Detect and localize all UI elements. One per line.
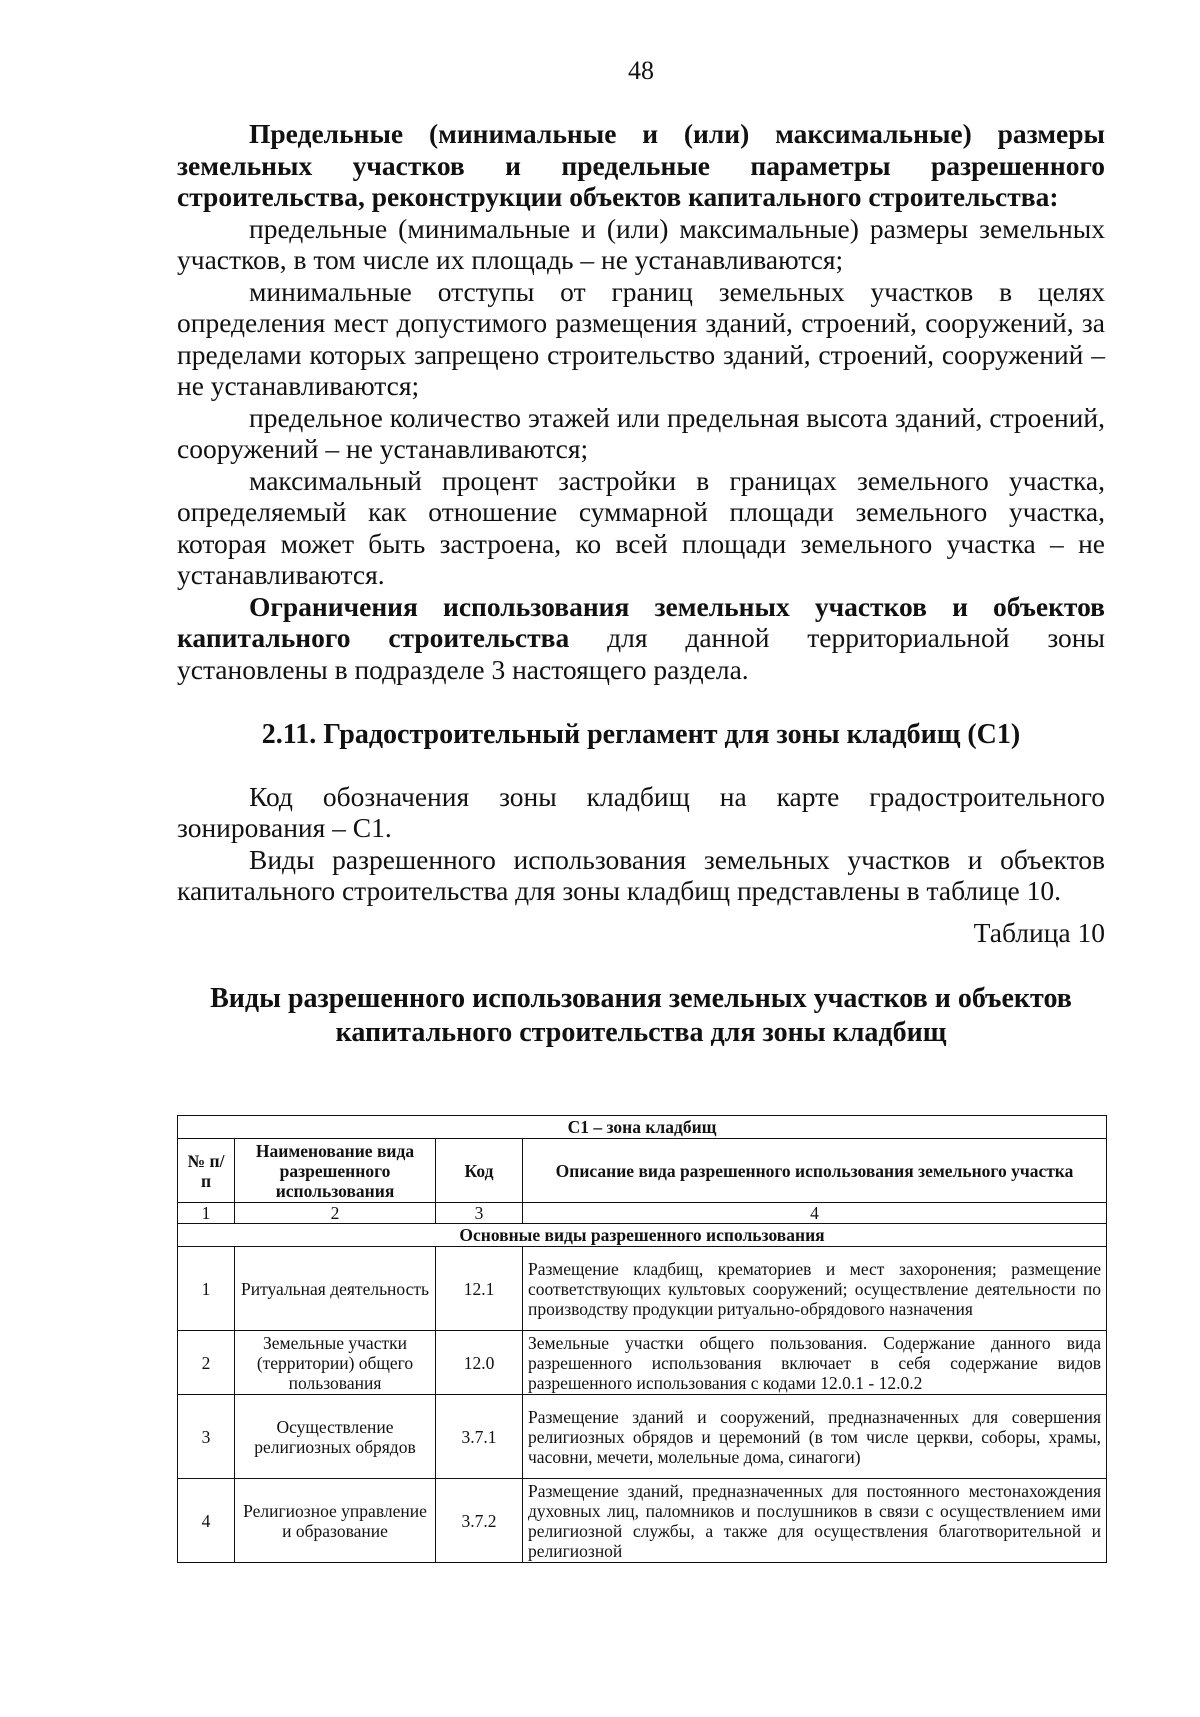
row-name: Осуществление религиозных обрядов xyxy=(235,1395,436,1479)
col-number: 2 xyxy=(235,1203,436,1224)
row-desc: Размещение зданий и сооружений, предназначенных для совершения религиозных обрядов и церемоний (в том числе церкви, соборы, храмы, часовни, мечети, молельные дома, синагоги) xyxy=(523,1395,1107,1479)
row-code: 12.0 xyxy=(436,1331,523,1395)
col-header-num: № п/п xyxy=(178,1139,235,1203)
section-main-uses: Основные виды разрешенного использования xyxy=(178,1224,1107,1247)
row-num: 2 xyxy=(178,1331,235,1395)
table-header-row xyxy=(178,1139,1107,1203)
table-zone-header-row xyxy=(178,1116,1107,1139)
table-caption: Таблица 10 xyxy=(973,916,1105,948)
col-number: 1 xyxy=(178,1203,235,1224)
table-title-line1: Виды разрешенного использования земельных участков и объектов xyxy=(210,983,1072,1014)
col-number: 3 xyxy=(436,1203,523,1224)
row-name: Земельные участки (территории) общего пользования xyxy=(235,1331,436,1395)
restrictions-bold: Ограничения использования земельных участков и объектов капитального строительства xyxy=(177,590,1105,653)
row-name: Ритуальная деятельность xyxy=(235,1247,436,1331)
row-num: 1 xyxy=(178,1247,235,1331)
row-name: Религиозное управление и образование xyxy=(235,1479,436,1563)
col-number: 4 xyxy=(523,1203,1107,1224)
paragraph-setbacks: минимальные отступы от границ земельных участков в целях определения мест допустимого размещения зданий, строений, сооружений, за пределами которых запрещено строительство зданий, строений, сооружений – не устанавливаются; xyxy=(177,275,1105,401)
paragraph-table-ref: Виды разрешенного использования земельных участков и объектов капитального строительства для зоны кладбищ представлены в таблице 10. xyxy=(177,843,1105,906)
row-code: 3.7.1 xyxy=(436,1395,523,1479)
body-text xyxy=(177,118,1105,1050)
permitted-use-table-wrap xyxy=(177,1115,1106,1563)
row-code: 3.7.2 xyxy=(436,1479,523,1563)
paragraph-floors: предельное количество этажей или предельная высота зданий, строений, сооружений – не устанавливаются; xyxy=(177,401,1105,464)
row-desc: Размещение зданий, предназначенных для постоянного местонахождения духовных лиц, паломников и послушников в связи с осуществлением ими религиозной службы, а также для осуществления благотворительной и религиозной xyxy=(523,1479,1107,1563)
paragraph-coverage: максимальный процент застройки в границах земельного участка, определяемый как отношение суммарной площади земельного участка, которая может быть застроена, ко всей площади земельного участка – не устанавливаются. xyxy=(177,464,1105,590)
table-column-numbers-row xyxy=(178,1203,1107,1224)
col-header-code: Код xyxy=(436,1139,523,1203)
zone-header: С1 – зона кладбищ xyxy=(178,1116,1107,1139)
table-row xyxy=(178,1395,1107,1479)
table-row xyxy=(178,1247,1107,1331)
col-header-desc: Описание вида разрешенного использования земельного участка xyxy=(523,1139,1107,1203)
row-num: 3 xyxy=(178,1395,235,1479)
paragraph-plot-sizes: предельные (минимальные и (или) максимальные) размеры земельных участков, в том числе их площадь – не устанавливаются; xyxy=(177,212,1105,275)
table-row xyxy=(178,1331,1107,1395)
paragraph-restrictions xyxy=(177,591,1105,686)
restrictions-rest: для данной территориальной зоны установлены в подразделе 3 настоящего раздела. xyxy=(177,622,1105,685)
row-code: 12.1 xyxy=(436,1247,523,1331)
paragraph-limits-heading: Предельные (минимальные и (или) максимальные) размеры земельных участков и предельные параметры разрешенного строительства, реконструкции объектов капитального строительства: xyxy=(177,118,1105,212)
table-row xyxy=(178,1479,1107,1563)
row-num: 4 xyxy=(178,1479,235,1563)
row-desc: Земельные участки общего пользования. Содержание данного вида разрешенного использования включает в себя содержание видов разрешенного использования с кодами 12.0.1 - 12.0.2 xyxy=(523,1331,1107,1395)
table-title-line2: капитального строительства для зоны кладбищ xyxy=(335,1017,947,1048)
page-number: 48 xyxy=(628,56,654,85)
table-title xyxy=(177,982,1105,1050)
col-header-name: Наименование вида разрешенного использования xyxy=(235,1139,436,1203)
table-section-row xyxy=(178,1224,1107,1247)
row-desc: Размещение кладбищ, крематориев и мест захоронения; размещение соответствующих культовых сооружений; осуществление деятельности по производству продукции ритуально-обрядового назначения xyxy=(523,1247,1107,1331)
paragraph-zone-code: Код обозначения зоны кладбищ на карте градостроительного зонирования – С1. xyxy=(177,780,1105,843)
permitted-use-table xyxy=(177,1115,1107,1563)
section-heading: 2.11. Градостроительный регламент для зоны кладбищ (С1) xyxy=(261,719,1021,750)
